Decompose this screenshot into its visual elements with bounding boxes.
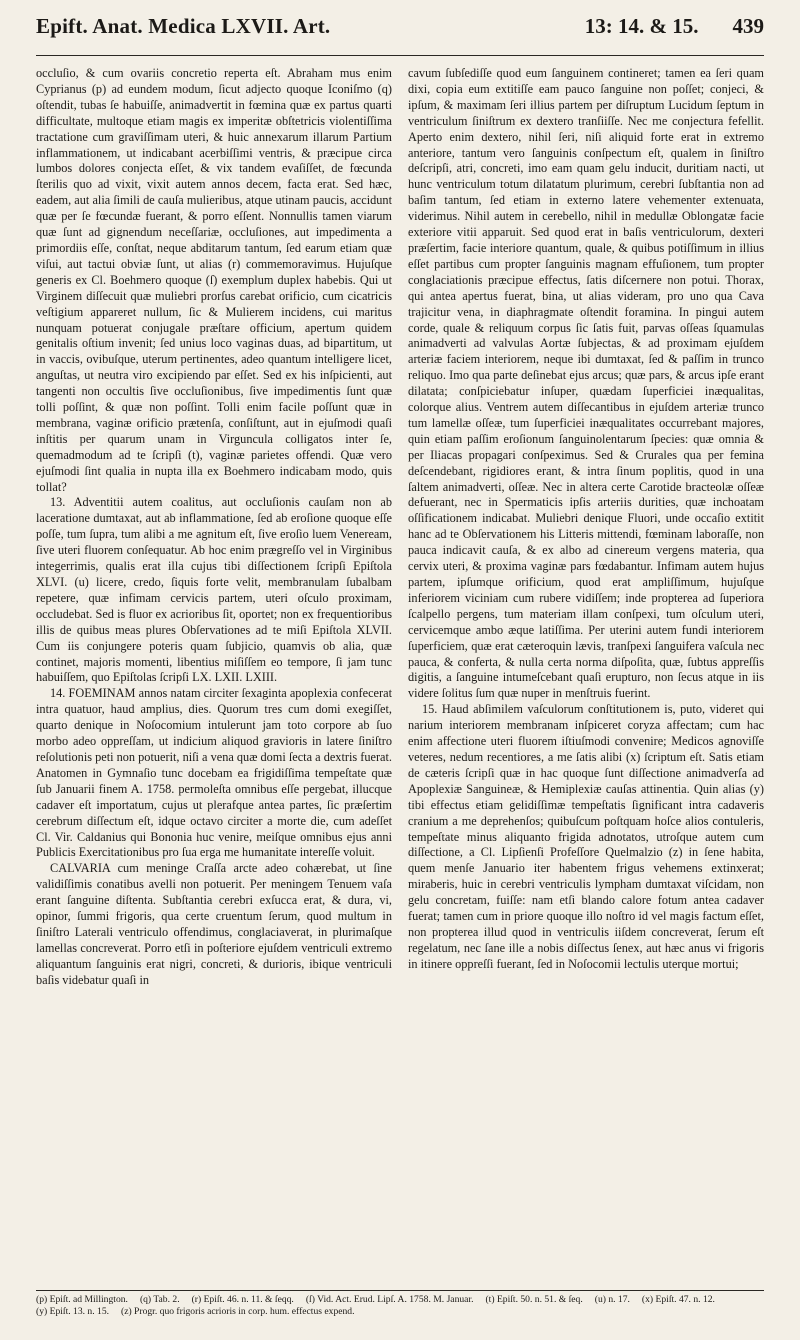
paragraph: CALVARIA cum meninge Craſſa arcte adeo cohærebat, ut ſine validiſſimis conatibus avelli non potuerit. Per meningem Tenuem vaſa erant ſanguine diſtenta. Subſtantia cerebri exſucca erat, & dura, vi, opinor, ſummi frigoris, qua certe cruentum ſerum, quod multum in ſiniſtro Laterali ventriculo offendimus, conglaciaverat, in plurimaſque lamellas concreverat. Porro etſi in poſteriore ejuſdem ventriculi extremo aliquantum ſanguinis erat nigri, concreti, & durioris, ibique ventriculi baſis videbatur quaſi in — [36, 861, 392, 987]
paragraph: 15. Haud abſimilem vaſculorum conſtitutionem is, puto, videret qui narium interiorem membranam inſpiceret coryza affectam; cum hac enim affectione uteri fluorem iſtiuſmodi convenire; Medicos agnoviſſe veteres, nedum recentiores, a me ſatis alibi (x) ſcriptum eſt. Satis etiam de cæteris ſcripſi quæ in hac quoque ſunt diſſectione animadverſa ad Apoplexiæ Sanguineæ, & Hemiplexiæ cauſas attinentia. Quin alias (y) tibi effectus etiam gelidiſſimæ tempeſtatis ſignificant intra cadaveris cranium a me deprehenſos; quibuſcum poſtquam hoſce alios contuleris, tempeſtate minus aliquanto frigida adnotatos, utroſque autem cum diſſectione, a Cl. Lipſienſi Profeſſore Quelmalzio (z) in ſene habita, quem menſe Januario iter habentem frigus vehemens extinxerat; miraberis, huic in cerebri ventriculis lympham dumtaxat viſcidam, non gelu concretam, fuiſſe: nam etſi blando calore fotum antea cadaver fuerat; tamen cum in priore quoque illo noſtro id vel magis factum eſſet, non propterea illud quod in ventriculis iiſdem concreverat, ſerum eſt regelatum, nec ſane ille a nobis diſſectus ſenex, aut hæc anus vi frigoris in itinere oppreſſi fuerant, ſed in Noſocomii lectulis uterque mortui; — [408, 702, 764, 971]
right-column — [408, 66, 764, 989]
paragraph: 14. FOEMINAM annos natam circiter ſexaginta apoplexia confecerat intra quatuor, haud amplius, dies. Quorum tres cum domi exegiſſet, quarto denique in Noſocomium intulerunt jam toto corpore ab ſuo morbo adeo oppreſſam, ut indicium aliquod gravioris in latere ſiniſtro reſolutionis peti non potuerit, niſi a vena quæ domi ſecta a dextris fuerat. Anatomen in Gymnaſio tunc docebam ea frigidiſſima tempeſtate quæ ſub Januarii finem A. 1758. permoleſta omnibus eſſe pergebat, illucque cadaver eſt importatum, cujus ut plerafque antea partes, ſic præſertim cerebrum diſſectum eſt, idque octavo circiter a morte die, cum adeſſet Cl. Vir. Caldanius qui Bononia huc venire, meiſque omnibus ejus anni Publicis Exercitationibus pro ſua erga me humanitate intereſſe voluit. — [36, 686, 392, 860]
footnote: (ſ) Vid. Act. Erud. Lipſ. A. 1758. M. Januar. — [305, 1294, 474, 1305]
footnotes — [36, 1290, 764, 1318]
text-columns — [36, 66, 764, 989]
footnote: (p) Epiſt. ad Millington. — [36, 1294, 128, 1305]
footnote: (z) Progr. quo frigoris acrioris in corp. hum. effectus expend. — [121, 1306, 355, 1317]
paragraph: occluſio, & cum ovariis concretio reperta eſt. Abraham mus enim Cyprianus (p) ad eundem modum, ſicut adjecto quoque Iconiſmo (q) oſtendit, tubas ſe habuiſſe, animadvertit in fœmina quæ ex partus quarti difficultate, multoque etiam magis ex imperitæ obſtetricis violentiſſima tractatione cum graviſſimam uteri, & huic annexarum illarum Partium inflammationem, ut indicabant acerbiſſimi ventris, & præcipue circa lumbos dolores conjecta eſſet, & vix tandem evaſiſſet, de fœcunda ſterilis quo ad vixit, vixit autem annos decem, facta erat. Sed hæc, eadem, aut alia ſimili de cauſa mulieribus, atque utinam paucis, accidunt quæ per ſe fœcundæ fuerant, & porro eſſent. Nonnullis tamen viarum quæ ſunt ad gignendum neceſſariæ, occluſiones, aut impedimenta a primordiis eſſe, conſtat, neque abditarum tantum, ſed earum etiam quæ viſui, aut tactui obviæ ſunt, ut alias (r) commemoravimus. Hujuſque generis ex Cl. Boehmero quoque (ſ) exemplum duplex habebis. Qui ut Virginem diſſecuit quæ muliebri prorſus carebat orificio, cum cicatricis veſtigium appareret nullum, ſic & Mulierem incidens, cui maritus nunquam potuerat conjugale præſtare officium, apertum quidem genitalis oſtium invenit; ſed unius loco vaginas duas, ad bipartitum, ut in vaccis, ovibuſque, uterum pertinentes, adeo quantum intelligere licet, anguſtas, ut neutra viro excipiendo par eſſet. Sed ex his inſpicienti, aut tangenti non occultis ſive occluſionibus, ſive impedimentis ſunt quæ tolli poſſint, & quæ non poſſint. Tolli enim facile poſſunt quæ in membrana, vaginæ orificio prætenſa, conſiſtunt, aut in ejuſmodi quaſi inſtitis per quarum unam in Virguncula colligatos inter ſe, quemadmodum ad te ſcripſi (t), vaginæ parietes offendi. Quæ vero ejuſmodi ſint qualia in nupta illa ex Boehmero indicabam modo, quis tollat? — [36, 66, 392, 494]
footnote: (q) Tab. 2. — [139, 1294, 180, 1305]
footnote: (y) Epiſt. 13. n. 15. — [36, 1306, 110, 1317]
book-page — [36, 14, 764, 1326]
paragraph: cavum ſubſediſſe quod eum ſanguinem contineret; tamen ea ſeri quam dixi, copia eum extitiſſe eam pauco ſanguine non poſſet; conjeci, & ipſum, & maximam ſeri illius partem per diſruptum Lucidum ſeptum in ventriculum ſiniſtrum ex dextero tranſiiſſe. Nec me conjectura fefellit. Aperto enim dextero, nihil ſeri, niſi aliquid forte erat in extremo anteriore, tantum vero ſanguinis conſpectum eſt, qualem in ſiniſtro deſcripſi, atri, concreti, imo eam quam gelu inducit, duritiam nacti, ut hunc ventriculum totum dilatatum plurimum, cerebri ſubſtantia non ad baſim tantum, ſed etiam in externo latere vehementer extenuata, viderimus. Nihil autem in cerebello, nihil in medullæ Oblongatæ facie exteriore vitii apparuit. Sed quod erat in baſis ventriculorum, dexteri præſertim, facie interiore quantum, quale, & quibus potiſſimum in illius eſſet partibus cum propter ſanguinis magnam effuſionem, tum propter conglaciationis præcipue effectus, ſatis diſcernere non potui. Thorax, qui antea apertus fuerat, bina, ut alias videram, pro uno qua Cava trajicitur vena, in diaphragmate oſtendit foramina. In pingui autem corde, quale & reliquum corpus ſic ſatis fuit, parvas oſſeas ſquamulas animadverti ad valvulas Aortæ ſubjectas, & ad proximam ejuſdem arteriæ faciem interiorem, neque ibi dumtaxat, ſed & paſſim in trunco reliquo. Imo qua parte deſinebat ejus arcus; quæ pars, & arcus ipſe erant dilatata; conſpiciebatur inſuper, quædam ſuperficiei inæqualitas, colorque alius. Ventrem autem diſſecantibus in ejuſdem arteriæ trunco tum lamellæ oſſeæ, tum ſuperficiei inæqualitates occurrebant majores, quin etiam paſſim eroſionum ſanguinolentarum ſpecies: quæ omnia & per Iliacas propagari conſpeximus. Sed & Crurales qua per femina deſcendebant, rigidiores erant, & intra ſinum poplitis, quod in una ſaltem animadverti, oſſeæ. Nec in altera certe Carotide bracteolæ oſſeæ defuerant, nec in Spermaticis ipſis arteriis durities, quæ inchoatam oſſificationem indicabat. Muliebri denique Fluori, unde occaſio extitit hanc ad te Obſervationem his Litteris mittendi, fœminam laboraſſe, non pauca indicavit cauſa, & ex albo ad cinereum vergens materia, qua cervix uteri, & proxima vaginæ pars fœdabantur. Infimam autem hujus partem, ipſumque orificium, quod erat ampliſſimum, hujuſque inferiorem viciniam cum rubere vidiſſem; inde propterea ad ſuperiora ſcalpello pergens, tum materiam illam conſpexi, tum oſculum uteri, cervicemque ambo æque latiſſima. Per uterini autem fundi interiorem ſuperficiem, quæ erat cæteroquin lævis, tranſpexi ſanguifera vaſcula nec pauca, & conferta, & nulla certa norma diſpoſita, quæ, ſubtus appreſſis digitis, a ſanguine intumeſcebant quaſi erupturo, non ſecus atque in iis videre ſolitus ſum quæ nuper in menſtruis fuerint. — [408, 66, 764, 701]
footnote: (t) Epiſt. 50. n. 51. & ſeq. — [485, 1294, 583, 1305]
footnote: (x) Epiſt. 47. n. 12. — [641, 1294, 715, 1305]
footnote: (u) n. 17. — [594, 1294, 630, 1305]
paragraph: 13. Adventitii autem coalitus, aut occluſionis cauſam non ab laceratione dumtaxat, aut ab inflammatione, ſed ab eroſione quoque eſſe poſſe, tum ſupra, tum alibi a me agnitum eſt, ſive eroſio luem Veneream, ſive uteri fluorem conſequatur. Ab hoc enim prægreſſo vel in Virginibus integerrimis, qualis erat illa cujus tibi diſſectionem ſcripſi Epiſtola XLVI. (u) licere, credo, ſiquis forte velit, membranulam ſubalbam repetere, quæ infimam cervicis partem, uteri oſculo proximam, occludebat. Sed is fluor ex acrioribus ſit, oportet; non ex frequentioribus illis de quibus meas plures Obſervationes ad te miſi Epiſtola XLVII. Cum iis conjungere poteris quam ſubjicio, quamvis ob alia, quæ continet, majoris momenti, libentius miſiſſem eo tempore, ſi jam tunc habuiſſem, quo Epiſtolas ſcripſi LX. LXII. LXIII. — [36, 495, 392, 685]
running-header — [36, 14, 764, 56]
left-column — [36, 66, 392, 989]
header-title: Epift. Anat. Medica LXVII. Art. — [36, 14, 331, 38]
header-articles: 13: 14. & 15. — [584, 14, 699, 38]
page-number: 439 — [732, 14, 764, 38]
header-right — [585, 14, 764, 39]
footnote: (r) Epiſt. 46. n. 11. & ſeqq. — [191, 1294, 294, 1305]
